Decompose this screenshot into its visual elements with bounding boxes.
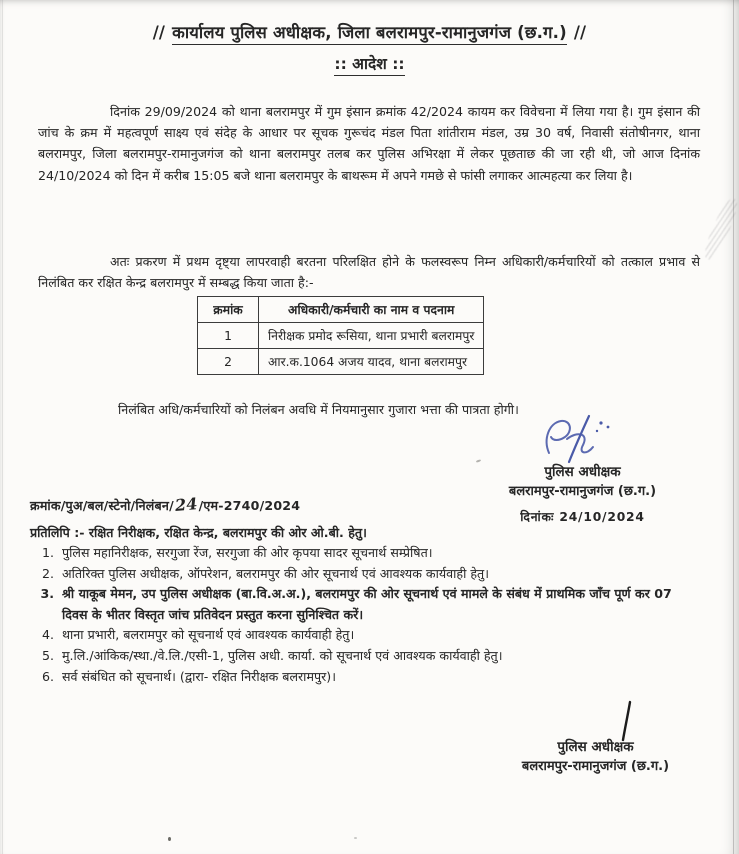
signatory-district: बलरामपुर-रामानुजगंज (छ.ग.) bbox=[508, 484, 657, 499]
handwritten-serial: 24 bbox=[174, 494, 199, 515]
header-slash-left: // bbox=[152, 23, 166, 42]
copy-item bbox=[30, 584, 720, 625]
column-header-name: अधिकारी/कर्मचारी का नाम व पदनाम bbox=[259, 297, 484, 323]
copy-item-number: 4. bbox=[41, 627, 54, 643]
scan-speck bbox=[354, 837, 357, 839]
copy-item bbox=[30, 625, 720, 646]
table-header-row bbox=[198, 297, 484, 323]
copy-item-number: 3. bbox=[40, 586, 54, 602]
serial-cell: 2 bbox=[198, 349, 259, 375]
copy-item-number: 2. bbox=[41, 565, 54, 581]
scan-speck bbox=[168, 837, 171, 841]
dispatch-number bbox=[30, 495, 300, 514]
copy-item-number: 5. bbox=[41, 647, 54, 663]
header-slash-right: // bbox=[573, 23, 587, 42]
allowance-note: निलंबित अधि/कर्मचारियों को निलंबन अवधि में नियमानुसार गुजारा भत्ता की पात्रता होगी। bbox=[118, 401, 519, 417]
signature-ink-icon bbox=[523, 413, 643, 465]
table-row bbox=[198, 323, 484, 349]
copy-item-text: पुलिस महानिरीक्षक, सरगुजा रेंज, सरगुजा की ओर कृपया सादर सूचनार्थ सम्प्रेषित। bbox=[62, 545, 433, 560]
copy-item-number: 6. bbox=[41, 668, 54, 684]
copy-item bbox=[30, 646, 720, 667]
pen-stroke-icon bbox=[618, 700, 634, 742]
dispatch-number-suffix: /एम-2740/2024 bbox=[198, 498, 301, 513]
copies-section bbox=[30, 522, 720, 687]
copy-item bbox=[30, 543, 720, 564]
copy-item-number: 1. bbox=[41, 545, 54, 560]
copies-intro: प्रतिलिपि :- रक्षित निरीक्षक, रक्षित केन्द्र, बलरामपुर की ओर ओ.बी. हेतु। bbox=[30, 525, 367, 540]
order-date: दिनांकः 24/10/2024 bbox=[520, 510, 645, 524]
signatory-designation: पुलिस अधीक्षक bbox=[557, 739, 634, 755]
column-header-serial: क्रमांक bbox=[198, 297, 259, 323]
serial-cell: 1 bbox=[198, 323, 259, 349]
copy-item-text: श्री याकूब मेमन, उप पुलिस अधीक्षक (बा.वि.अ.अ.), बलरामपुर की ओर सूचनार्थ एवं मामले के संबंध में प्राथमिक जाँच पूर्ण कर 07 दिवस के भीतर विस्तृत जांच प्रतिवेदन प्रस्तुत करना सुनिश्चित करें। bbox=[62, 586, 672, 622]
dispatch-number-prefix: क्रमांक/पुअ/बल/स्टेनो/निलंबन/ bbox=[30, 498, 174, 513]
paper-edge-left bbox=[2, 0, 3, 854]
copy-item-text: थाना प्रभारी, बलरामपुर को सूचनार्थ एवं आवश्यक कार्यवाही हेतु। bbox=[62, 627, 355, 643]
copy-item-text: अतिरिक्त पुलिस अधीक्षक, ऑपरेशन, बलरामपुर की ओर सूचनार्थ एवं आवश्यक कार्यवाही हेतु। bbox=[62, 565, 489, 581]
opening-paragraph: दिनांक 29/09/2024 को थाना बलरामपुर में गुम इंसान क्रमांक 42/2024 कायम कर विवेचना में लिया गया है। गुम इंसान की जांच के क्रम में महत्वपूर्ण साक्ष्य एवं संदेह के आधार पर सूचक गुरूचंद मंडल पिता शांतीराम मंडल, उम्र 30 वर्ष, निवासी संतोषीनगर, थाना बलरामपुर, जिला बलरामपुर-रामानुजगंज को थाना बलरामपुर तलब कर पुलिस अभिरक्षा में लेकर पूछताछ की जा रही थी, जो आज दिनांक 24/10/2024 को दिन में करीब 15:05 बजे थाना बलरामपुर के बाथरूम में अपने गमछे से फांसी लगाकर आत्महत्या कर लिया है। bbox=[38, 103, 700, 183]
copy-item bbox=[30, 564, 720, 585]
copy-item-text: सर्व संबंधित को सूचनार्थ। (द्वारा- रक्षित निरीक्षक बलरामपुर)। bbox=[62, 668, 336, 684]
table-row bbox=[198, 349, 484, 375]
suspended-officials-table bbox=[197, 296, 484, 375]
office-title: कार्यालय पुलिस अधीक्षक, जिला बलरामपुर-रामानुजगंज (छ.ग.) bbox=[172, 23, 567, 45]
signatory-designation: पुलिस अधीक्षक bbox=[544, 464, 621, 480]
copy-item bbox=[30, 667, 720, 688]
signature-block-top bbox=[455, 413, 710, 525]
name-cell: निरीक्षक प्रमोद रूसिया, थाना प्रभारी बलरामपुर bbox=[259, 323, 484, 349]
name-cell: आर.क.1064 अजय यादव, थाना बलरामपुर bbox=[259, 349, 484, 375]
copy-item-text: मु.लि./आंकिक/स्था./वे.लि./एसी-1, पुलिस अधी. कार्या. को सूचनार्थ एवं आवश्यक कार्यवाही हेतु। bbox=[62, 647, 503, 663]
paper-edge-right bbox=[733, 0, 734, 854]
order-heading: :: आदेश :: bbox=[0, 52, 739, 74]
signatory-district: बलरामपुर-रामानुजगंज (छ.ग.) bbox=[521, 759, 670, 774]
office-header bbox=[0, 20, 739, 43]
suspension-paragraph: अतः प्रकरण में प्रथम दृष्ट्या लापरवाही बरतना परिलक्षित होने के फलस्वरूप निम्न अधिकारी/कर्मचारियों को तत्काल प्रभाव से निलंबित कर रक्षित केन्द्र बलरामपुर में सम्बद्ध किया जाता है:- bbox=[38, 253, 700, 290]
signature-block-bottom bbox=[468, 700, 723, 776]
